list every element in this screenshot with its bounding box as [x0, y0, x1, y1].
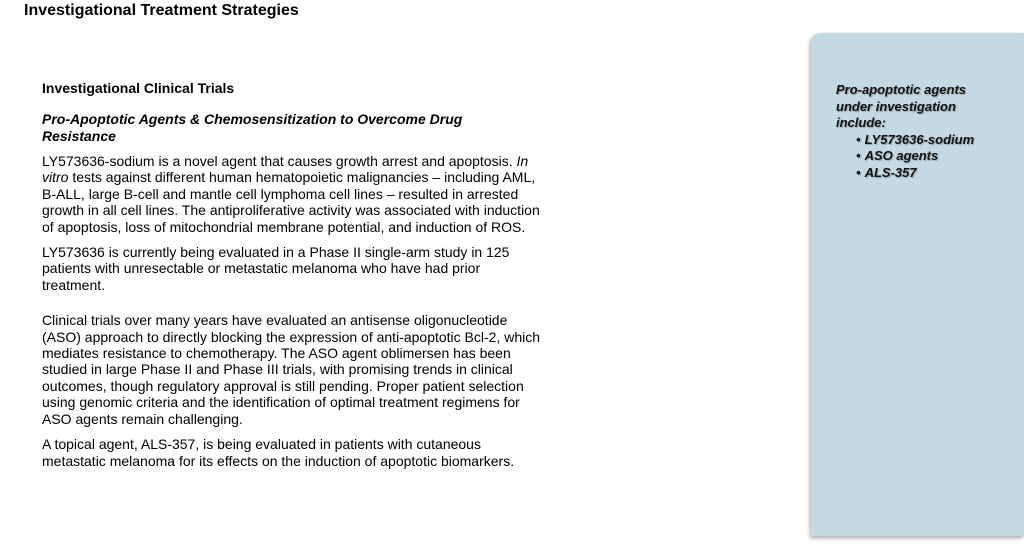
para1-text-end: tests against different human hematopoietic malignancies – including AML, B-ALL, large B-cell and mantle cell lymphoma cell lines – resulted in arrested growth in all cell lines. The antiproliferative activity was associated with induction of apoptosis, loss of mitochondrial membrane potential, and induction of ROS.: [42, 169, 540, 235]
sidebar-callout: [811, 33, 1024, 536]
paragraph-ly573636-description: [42, 153, 542, 235]
sidebar-list-item: • ASO agents: [856, 148, 986, 165]
paragraph-als-357: A topical agent, ALS-357, is being evaluated in patients with cutaneous metastatic melanoma for its effects on the induction of apoptotic biomarkers.: [42, 436, 515, 469]
paragraph-phase-ii-study: LY573636 is currently being evaluated in a Phase II single-arm study in 125 patients with unresectable or metastatic melanoma who have had prior treatment.: [42, 244, 510, 293]
paragraph-aso-trials: Clinical trials over many years have evaluated an antisense oligonucleotide (ASO) approach to directly blocking the expression of anti-apoptotic Bcl-2, which mediates resistance to chemotherapy. The ASO agent oblimersen has been studied in large Phase II and Phase III trials, with promising trends in clinical outcomes, though regulatory approval is still pending. Proper patient selection using genomic criteria and the identification of optimal treatment regimens for ASO agents remain challenging.: [42, 312, 541, 427]
sidebar-agent-list: [836, 132, 986, 182]
main-content: [42, 80, 542, 469]
section-heading: Investigational Clinical Trials: [42, 80, 235, 96]
subheading: Pro-Apoptotic Agents & Chemosensitization to Overcome Drug Resistance: [42, 111, 463, 144]
sidebar-intro: Pro-apoptotic agents under investigation include:: [836, 82, 967, 131]
para1-text-start: LY573636-sodium is a novel agent that causes growth arrest and apoptosis.: [42, 153, 517, 169]
sidebar-list-item: • ALS-357: [856, 165, 986, 182]
sidebar-text: [836, 82, 986, 182]
slide-title: Investigational Treatment Strategies: [24, 2, 299, 19]
sidebar-list-item: • LY573636-sodium: [856, 132, 986, 149]
para1-italic-in-vitro: In vitro: [42, 153, 529, 186]
